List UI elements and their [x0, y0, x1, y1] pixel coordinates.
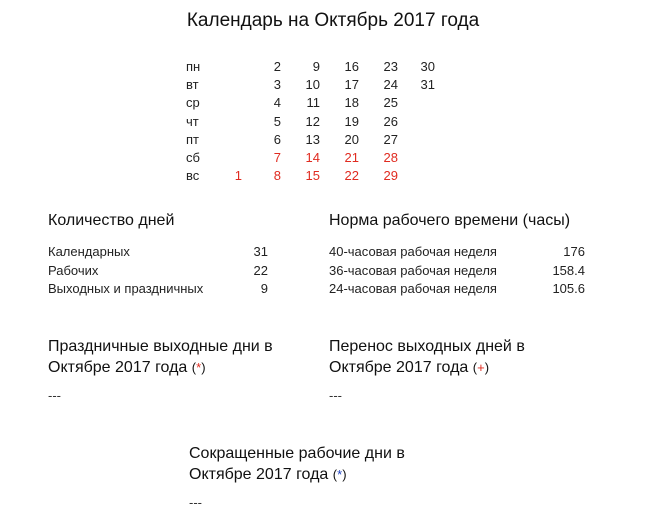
stat-value: 31 [253, 244, 268, 259]
calendar-day: 7 [273, 150, 281, 166]
weekday-label: вт [186, 76, 199, 92]
calendar-day [210, 148, 242, 166]
calendar-day: 30 [420, 58, 435, 74]
calendar-row [180, 57, 435, 75]
transfers-value: --- [329, 388, 342, 403]
shortened-value: --- [189, 495, 202, 510]
weekday-label: пн [186, 58, 201, 74]
calendar-day: 24 [383, 76, 398, 92]
stat-label: Календарных [48, 244, 130, 259]
page-title: Календарь на Октябрь 2017 года [186, 10, 480, 31]
stat-value: 9 [260, 281, 268, 296]
calendar-day: 1 [234, 168, 242, 184]
shortened-marker: (*) [332, 467, 347, 482]
calendar-day: 18 [344, 95, 359, 111]
stat-value: 22 [253, 262, 268, 278]
stat-label: 36-часовая рабочая неделя [329, 262, 497, 278]
stat-value: 105.6 [552, 281, 585, 296]
holidays-marker: (*) [191, 360, 206, 375]
calendar-day: 10 [305, 76, 320, 92]
stat-label: Выходных и праздничных [48, 281, 204, 296]
calendar-row [180, 130, 435, 148]
weekday-label: вс [186, 168, 200, 184]
stat-row [48, 280, 268, 299]
calendar-day: 29 [383, 168, 398, 184]
weekday-label: ср [186, 95, 200, 111]
calendar-day: 2 [273, 58, 281, 74]
asterisk-icon: * [337, 467, 343, 482]
calendar-row [180, 112, 435, 130]
calendar-day [398, 130, 435, 148]
calendar-day [398, 112, 435, 130]
calendar-day [210, 130, 242, 148]
asterisk-icon: * [196, 360, 202, 375]
days-count-list [48, 243, 268, 299]
calendar-day: 22 [344, 168, 359, 184]
calendar-day: 26 [383, 113, 398, 129]
calendar-day [398, 148, 435, 166]
calendar-day: 14 [305, 150, 320, 166]
transfers-marker: (+) [472, 360, 490, 375]
calendar-day [398, 94, 435, 112]
calendar-row [180, 167, 435, 185]
calendar-day: 13 [305, 131, 320, 147]
weekday-label: чт [186, 113, 199, 129]
calendar-day: 3 [273, 76, 281, 92]
stat-label: 40-часовая рабочая неделя [329, 244, 497, 259]
calendar-day: 17 [344, 76, 359, 92]
calendar-day [210, 94, 242, 112]
shortened-title-line1: Сокращенные рабочие дни в [189, 445, 405, 462]
calendar-day: 12 [305, 113, 320, 129]
calendar-day: 28 [383, 150, 398, 166]
transfers-title-line2: Октябре 2017 года [329, 359, 469, 376]
weekday-label: сб [186, 150, 200, 166]
stat-label: Рабочих [48, 262, 99, 278]
calendar-day: 19 [344, 113, 359, 129]
calendar-day [398, 167, 435, 185]
work-norm-list [329, 243, 585, 299]
shortened-title-line2: Октябре 2017 года [189, 466, 329, 483]
stat-value: 176 [563, 244, 585, 259]
calendar-row [180, 94, 435, 112]
holidays-value: --- [48, 388, 61, 403]
calendar-grid [180, 57, 435, 185]
stat-row [329, 280, 585, 299]
days-count-heading: Количество дней [48, 212, 175, 229]
transfers-block [329, 336, 525, 378]
shortened-block [189, 443, 405, 485]
calendar-day: 5 [273, 113, 281, 129]
calendar-row [180, 75, 435, 93]
stat-row [329, 243, 585, 262]
work-norm-heading: Норма рабочего времени (часы) [329, 212, 571, 229]
calendar-day: 31 [420, 76, 435, 92]
stat-row [48, 262, 268, 281]
stat-row [48, 243, 268, 262]
calendar-day: 23 [383, 58, 398, 74]
weekday-label: пт [186, 131, 199, 147]
calendar-day: 16 [344, 58, 359, 74]
holidays-block [48, 336, 273, 378]
calendar-day: 4 [273, 95, 281, 111]
calendar-day: 9 [312, 58, 320, 74]
calendar-row [180, 148, 435, 166]
calendar-day: 6 [273, 131, 281, 147]
plus-icon: + [477, 360, 485, 375]
calendar-day [210, 75, 242, 93]
calendar-day: 27 [383, 131, 398, 147]
stat-label: 24-часовая рабочая неделя [329, 281, 497, 296]
transfers-title-line1: Перенос выходных дней в [329, 338, 525, 355]
stat-value: 158.4 [552, 262, 585, 278]
calendar-day: 20 [344, 131, 359, 147]
calendar-day: 8 [273, 168, 281, 184]
holidays-title-line2: Октябре 2017 года [48, 359, 188, 376]
calendar-day: 21 [344, 150, 359, 166]
calendar-day [210, 112, 242, 130]
stat-row [329, 262, 585, 281]
calendar-day: 15 [305, 168, 320, 184]
holidays-title-line1: Праздничные выходные дни в [48, 338, 273, 355]
calendar-day: 25 [383, 95, 398, 111]
calendar-day: 11 [306, 95, 320, 111]
calendar-day [210, 57, 242, 75]
